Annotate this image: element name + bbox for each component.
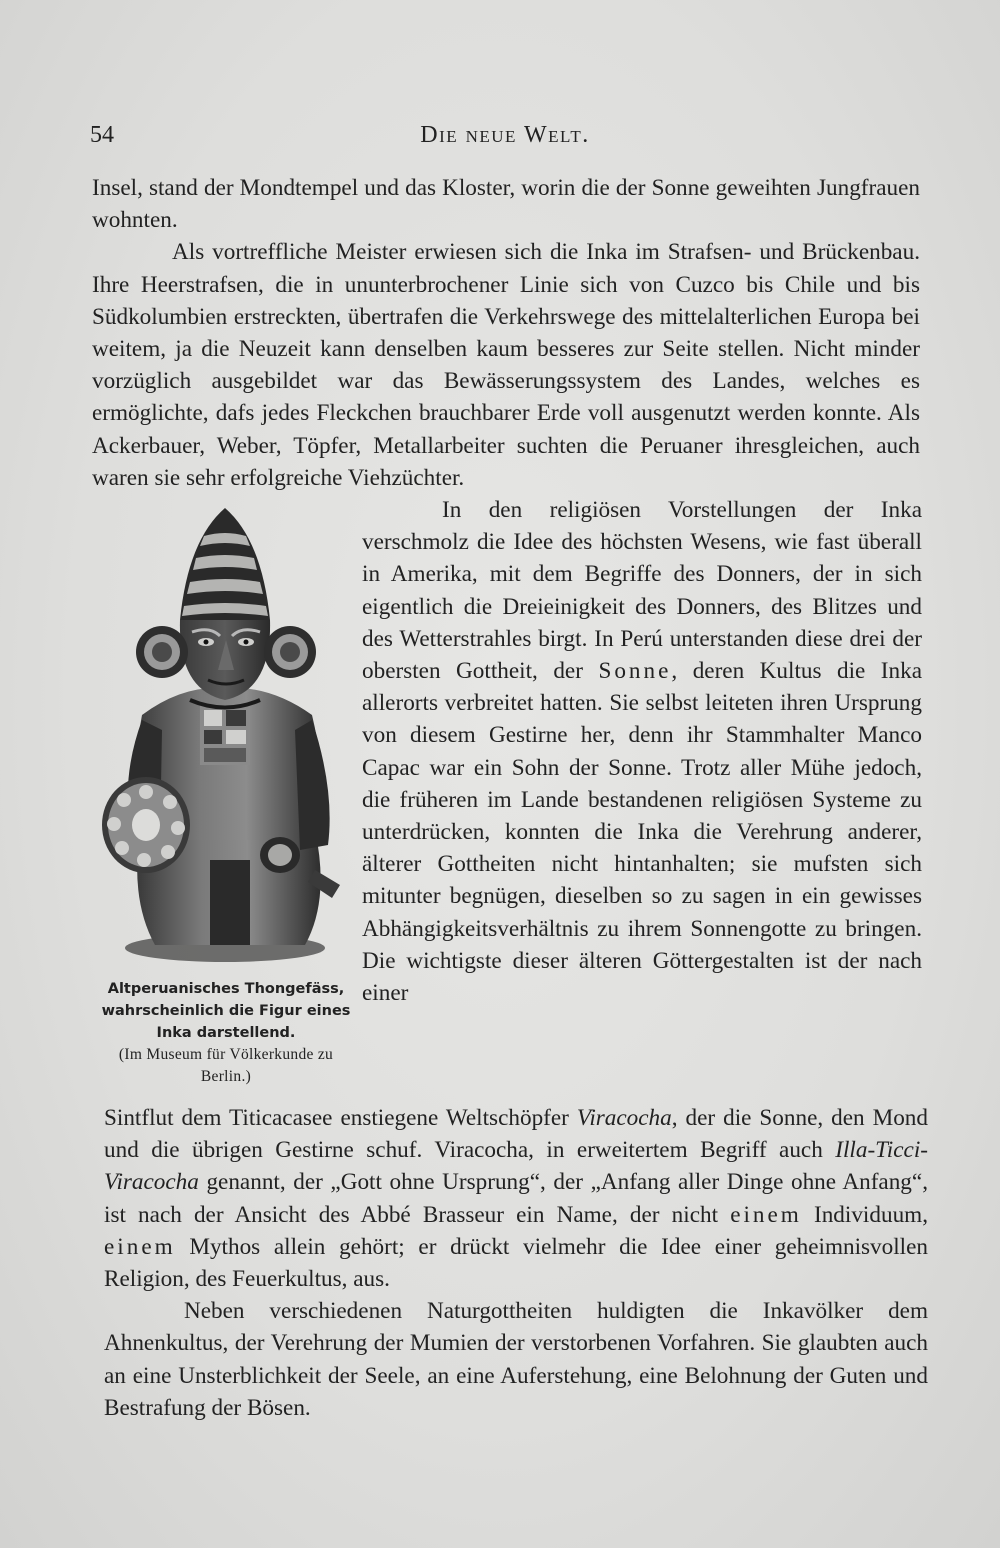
viracocha-text-b: , der die Sonne, den Mond und die übrigen Gestirne schuf. Viracocha, in erweitertem Begriff auch <box>104 1105 928 1164</box>
einem-emphasis-2: einem <box>104 1233 176 1260</box>
sonne-emphasis: Sonne <box>598 658 672 685</box>
paragraph-viracocha <box>104 1102 928 1295</box>
name-illa-ticci-viracocha: Illa-Ticci-Viracocha <box>104 1137 928 1196</box>
text-block-top <box>92 172 920 494</box>
paragraph-continued: Insel, stand der Mondtempel und das Kloster, worin die der Sonne geweihten Jungfrauen wohnten. <box>92 175 920 234</box>
caption-credit: (Im Museum für Völkerkunde zu Berlin.) <box>118 1046 334 1085</box>
text-block-side <box>362 494 922 1009</box>
paragraph-religion <box>362 494 922 1009</box>
viracocha-text-e: Mythos allein gehört; er drückt vielmehr die Idee einer geheimnisvollen Religion, des Feuerkultus, aus. <box>104 1233 928 1293</box>
figure-caption <box>92 978 360 1088</box>
caption-main: Altperuanisches Thongefäss, wahrscheinlich die Figur eines Inka darstellend. <box>101 981 351 1041</box>
einem-emphasis-1: einem <box>730 1201 802 1228</box>
religion-text-a: In den religiösen Vorstellungen der Inka verschmolz die Idee des höchsten Wesens, wie fast überall in Amerika, mit dem Begriffe des Donners, der in sich eigentlich die Dreieinigkeit des Donners, des Blitzes und des Wetterstrahles birgt. In Perú unterstanden diese drei der obersten Gottheit, der <box>362 497 922 685</box>
figure-illustration <box>100 500 350 970</box>
viracocha-text-d: Individuum, <box>801 1201 928 1228</box>
viracocha-text-c: genannt, der „Gott ohne Ursprung“, der „Anfang aller Dinge ohne Anfang“, ist nach der Ansicht des Abbé Brasseur ein Name, der nicht <box>104 1169 928 1228</box>
religion-text-b: , deren Kultus die Inka allerorts verbreitet hatten. Sie selbst leiteten ihren Ursprung von diesem Gestirne her, denn ihr Stammhalter Manco Capac war ein Sohn der Sonne. Trotz aller Mühe jedoch, die früheren im Lande bestandenen religiösen Systeme zu unterdrücken, konnten die Inka die Verehrung anderer, älterer Gottheiten nicht hintanhalten; sie mufsten sich mitunter begnügen, dieselben so zu sagen in ein gewisses Abhängigkeitsverhältnis zu ihrem Sonnengotte zu bringen. Die wichtigste dieser älteren Göttergestalten ist der nach einer <box>362 658 923 1007</box>
paragraph-ancestors: Neben verschiedenen Naturgottheiten huldigten die Inkavölker dem Ahnenkultus, der Verehrung der Mumien der verstorbenen Vorfahren. Sie glaubten auch an eine Unsterblichkeit der Seele, an eine Auferstehung, eine Belohnung der Guten und Bestrafung der Bösen. <box>104 1298 928 1421</box>
name-viracocha: Viracocha <box>576 1105 672 1131</box>
text-block-bottom <box>104 1102 928 1424</box>
inca-vessel-figure-illustration <box>100 500 350 970</box>
page-number: 54 <box>90 122 114 148</box>
paragraph-roads: Als vortreffliche Meister erwiesen sich die Inka im Strafsen- und Brückenbau. Ihre Heerstrafsen, die in ununterbrochener Linie sich von Cuzco bis Chile und bis Südkolumbien erstreckten, übertrafen die Verkehrswege des mittelalterlichen Europa bei weitem, ja die Neuzeit kann denselben kaum besseres zur Seite stellen. Nicht minder vorzüglich ausgebildet war das Bewässerungssystem des Landes, welches es ermöglichte, dafs jedes Fleckchen brauchbarer Erde voll ausgenutzt werden konnte. Als Ackerbauer, Weber, Töpfer, Metallarbeiter suchten die Peruaner ihresgleichen, auch waren sie sehr erfolgreiche Viehzüchter. <box>92 239 920 491</box>
running-title: Die neue Welt. <box>420 122 590 148</box>
viracocha-text-a: Sintflut dem Titicacasee enstiegene Weltschöpfer <box>104 1105 577 1131</box>
page-header <box>90 122 920 158</box>
